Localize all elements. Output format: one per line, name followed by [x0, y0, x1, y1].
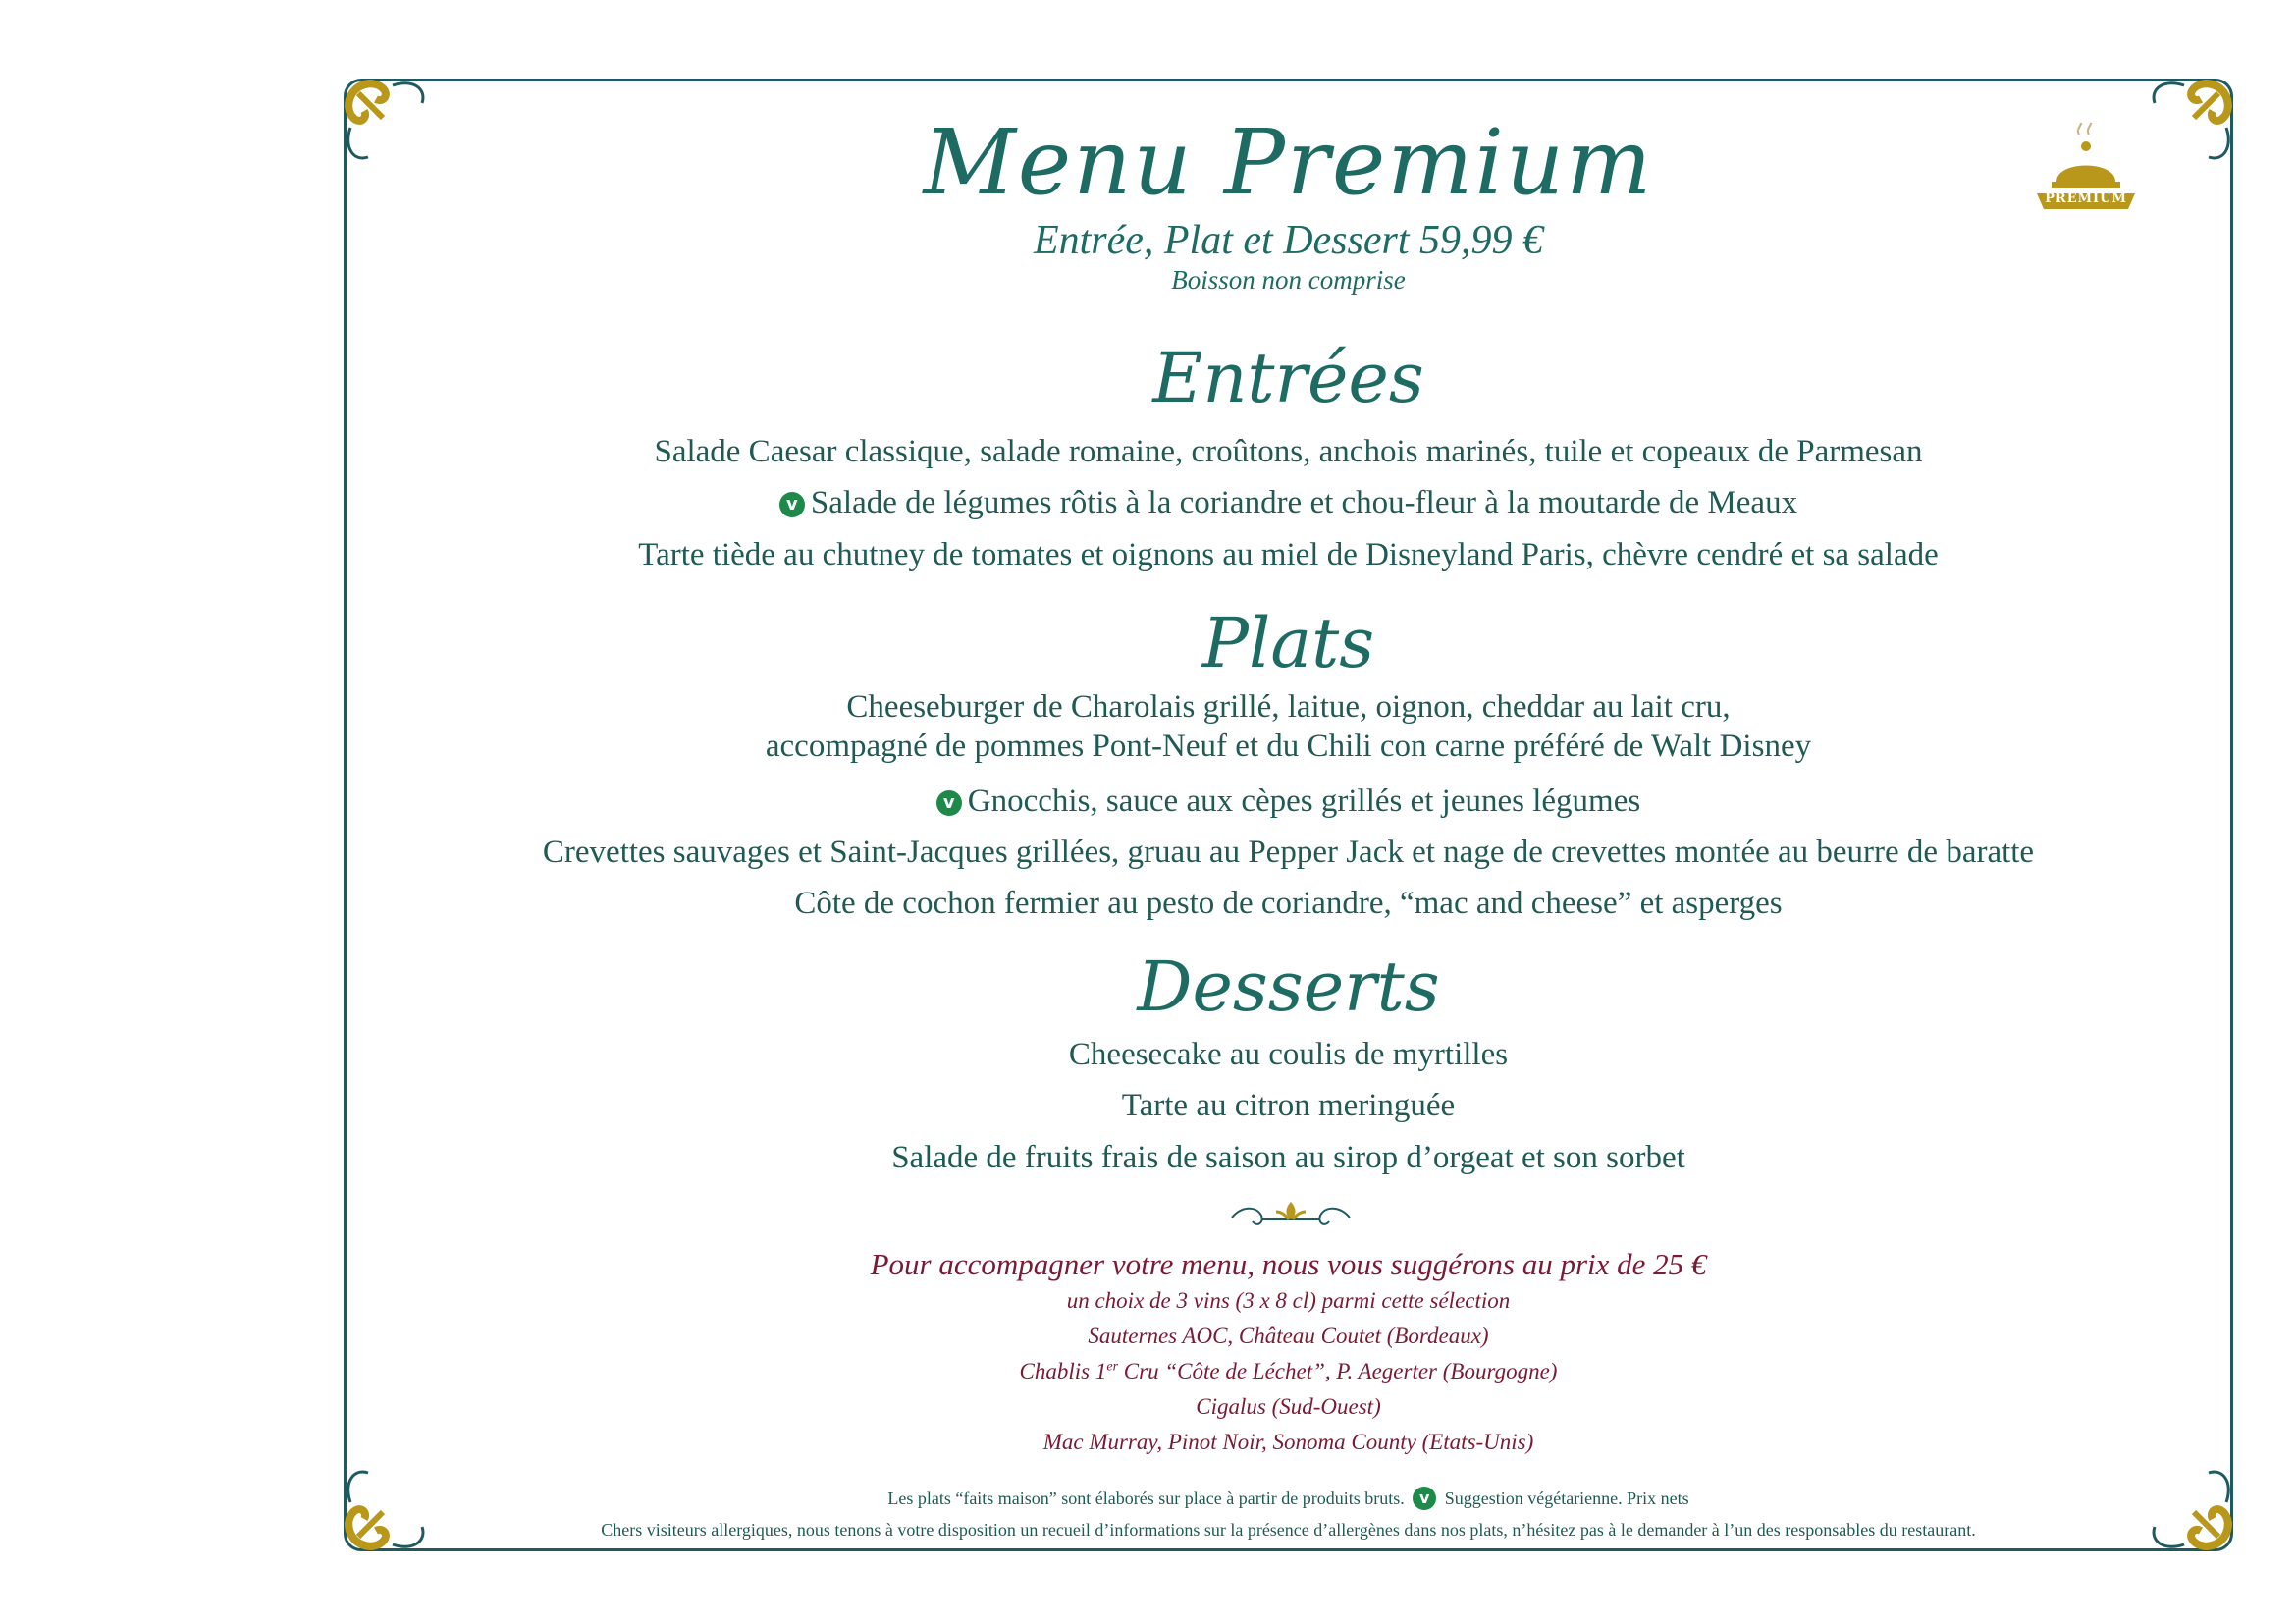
premium-badge-label: PREMIUM — [2045, 191, 2127, 206]
footer-vegetarian-text: Suggestion végétarienne. Prix nets — [1444, 1489, 1689, 1508]
section-title-plats: Plats — [1201, 603, 1375, 683]
menu-item-label: Gnocchis, sauce aux cèpes grillés et jeunes légumes — [967, 784, 1641, 819]
drinks-note: Boisson non comprise — [1171, 265, 1406, 295]
wine-item — [344, 1360, 2233, 1382]
menu-title: Menu Premium — [923, 110, 1654, 215]
section-title-desserts: Desserts — [1137, 947, 1440, 1027]
menu-item: Côte de cochon fermier au pesto de coriandre, “mac and cheese” et asperges — [794, 886, 1783, 921]
leaf-icon: v — [936, 790, 962, 816]
wine-item: Cigalus (Sud-Ouest) — [1196, 1394, 1381, 1419]
footer-homemade-text: Les plats “faits maison” sont élaborés sur place à partir de produits bruts. — [887, 1489, 1405, 1508]
menu-item: Crevettes sauvages et Saint-Jacques grillées, gruau au Pepper Jack et nage de crevettes montée au beurre de baratte — [542, 835, 2035, 870]
menu-item: Salade Caesar classique, salade romaine, croûtons, anchois marinés, tuile et copeaux de Parmesan — [654, 434, 1923, 469]
menu-item: accompagné de pommes Pont-Neuf et du Chili con carne préféré de Walt Disney — [765, 729, 1812, 764]
corner-ornament-icon — [2140, 1458, 2248, 1566]
menu-item: Tarte tiède au chutney de tomates et oignons au miel de Disneyland Paris, chèvre cendré et sa salade — [638, 537, 1939, 572]
wine-item-superscript: er — [1106, 1359, 1119, 1375]
wine-item-label: Chablis 1 — [1019, 1359, 1107, 1383]
menu-item: Cheesecake au coulis de myrtilles — [1068, 1037, 1509, 1072]
wine-item: Mac Murray, Pinot Noir, Sonoma County (Etats-Unis) — [1042, 1430, 1534, 1454]
section-title-entrees: Entrées — [1152, 338, 1424, 418]
wine-intro: un choix de 3 vins (3 x 8 cl) parmi cette sélection — [1066, 1288, 1511, 1313]
leaf-icon: v — [779, 492, 805, 517]
wine-suggestion-title: Pour accompagner votre menu, nous vous suggérons au prix de 25 € — [870, 1247, 1707, 1281]
footer-note — [344, 1487, 2233, 1510]
menu-item: Tarte au citron meringuée — [1121, 1088, 1456, 1123]
menu-item — [344, 487, 2233, 519]
leaf-icon: v — [1413, 1487, 1436, 1510]
menu-price: Entrée, Plat et Dessert 59,99 € — [1033, 218, 1544, 263]
menu-item-label: Salade de légumes rôtis à la coriandre et chou-fleur à la moutarde de Meaux — [810, 485, 1798, 520]
corner-ornament-icon — [329, 1458, 437, 1566]
menu-item — [344, 785, 2233, 818]
flourish-divider-icon — [1227, 1198, 1355, 1237]
menu-item: Cheeseburger de Charolais grillé, laitue, oignon, cheddar au lait cru, — [846, 689, 1731, 725]
wine-item: Sauternes AOC, Château Coutet (Bordeaux) — [1088, 1324, 1489, 1348]
menu-item: Salade de fruits frais de saison au sirop d’orgeat et son sorbet — [891, 1140, 1685, 1175]
wine-item-label: Cru “Côte de Léchet”, P. Aegerter (Bourgogne) — [1118, 1359, 1558, 1383]
footer-allergen-note: Chers visiteurs allergiques, nous tenons à votre disposition un recueil d’informations sur la présence d’allergènes dans nos plats, n’hésitez pas à le demander à l’un des responsables du restaurant. — [601, 1520, 1976, 1540]
